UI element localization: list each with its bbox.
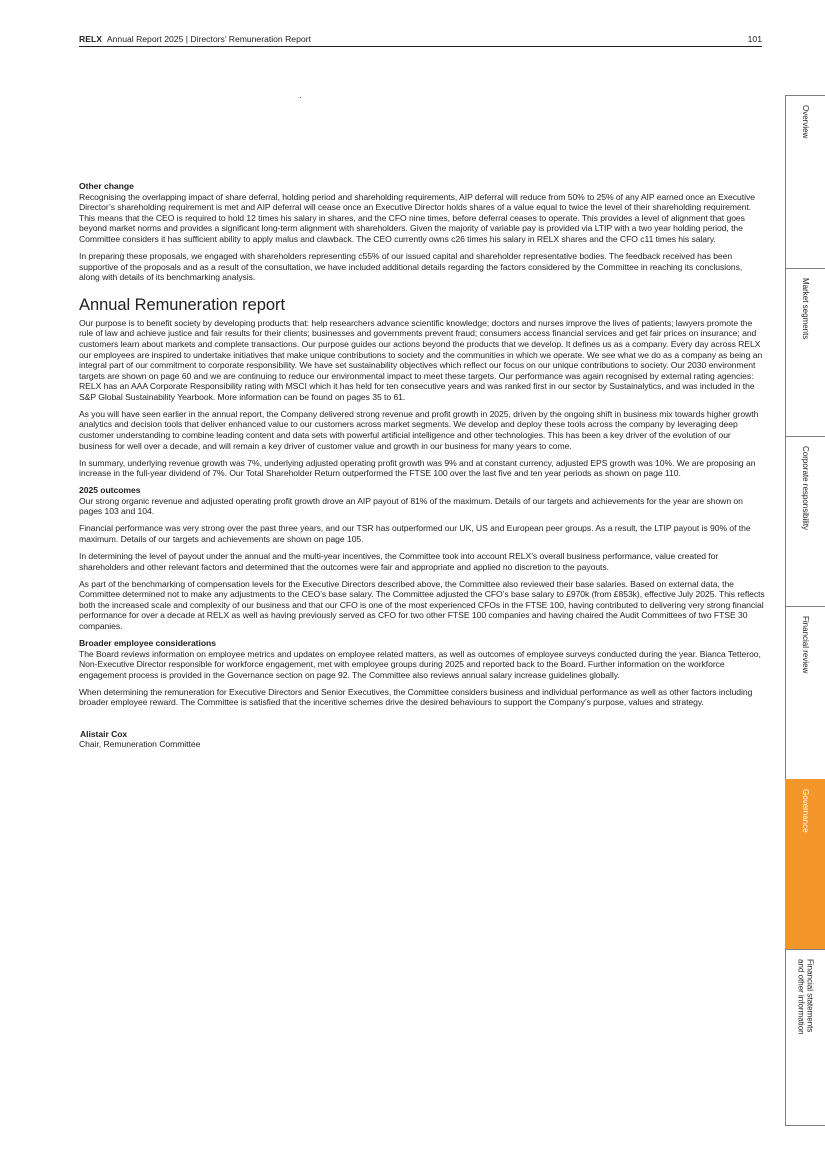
performance-paragraph: As you will have seen earlier in the annual report, the Company delivered strong revenue and profit growth in 2025, driven by the ongoing shift in business mix towards higher growth analytics and decision tools that deliver enhanced value to our customers across market segments. We develop and deploy these tools across the company by leveraging deep customer understanding to combine leading content and data sets with powerful artificial intelligence and other technologies. This has been a key driver of the evolution of our business for well over a decade, and will remain a key driver of customer value and growth in our business for many years to come. (79, 408, 759, 451)
annual-remuneration-heading: Annual Remuneration report (79, 295, 285, 314)
header-divider (79, 46, 762, 47)
tab-corporate-responsibility[interactable] (785, 436, 825, 606)
aip-outcome-paragraph: Our strong organic revenue and adjusted operating profit growth drove an AIP payout of 81% of the maximum. Details of our targets and achievements for the year are shown on pages 103 and 104. (79, 495, 743, 517)
tab-governance[interactable] (785, 779, 825, 949)
outcomes-heading: 2025 outcomes (79, 485, 141, 496)
discretion-paragraph: In determining the level of payout under the annual and the multi-year incentives, the Committee took into account RELX’s overall business performance, value created for shareholders and other relevant factors and determined that the outcomes were fair and appropriate and applied no discretion to the payouts. (79, 550, 719, 572)
tab-label: Governance (801, 789, 811, 833)
tab-financial-review[interactable] (785, 606, 825, 779)
base-salary-paragraph: As part of the benchmarking of compensation levels for the Executive Directors described above, the Committee also reviewed their base salaries. Based on external data, the Committee determined not to make any adjustments to the CEO’s base salary. The Committee adjusted the CFO’s base salary to £970k (from £853k), effective July 2025. This reflects both the increased scale and complexity of our business and that our CFO is one of the most experienced CFOs in the FTSE 100, having contributed to delivering very strong financial performance for over a decade at RELX as well as having previously served as CFO for two other FTSE 100 companies and having chaired the Audit Committees of two FTSE 30 companies. (79, 578, 765, 631)
other-change-paragraph: Recognising the overlapping impact of share deferral, holding period and shareholding requirements, AIP deferral will reduce from 50% to 25% of any AIP earned once an Executive Director’s shareholding requirement is met and AIP deferral will cease once an Executive Director holds shares of a value equal to twice the level of their shareholding requirement. This means that the CEO is required to hold 12 times his salary in shares, and the CFO nine times, before deferral ceases to operate. This provides a level of alignment that goes beyond market norms and provides a significant long-term alignment with shareholders. Given the majority of variable pay is provided via LTIP with a two year holding period, the Committee considers it has sufficient ability to apply malus and clawback. The CEO currently owns c26 times his salary in RELX shares and the CFO c11 times his salary. (79, 191, 755, 244)
tab-label: Corporate responsibility (801, 446, 811, 531)
signatory-role: Chair, Remuneration Committee (79, 739, 201, 750)
ltip-outcome-paragraph: Financial performance was very strong over the past three years, and our TSR has outperformed our UK, US and European peer groups. As a result, the LTIP payout is 90% of the maximum. Details of our targets and achievements are shown on page 105. (79, 523, 751, 544)
report-body (79, 181, 765, 750)
employee-metrics-paragraph: The Board reviews information on employee metrics and updates on employee related matters, as well as outcomes of employee surveys conducted during the year. Bianca Tetteroo, Non-Executive Director responsible for workforce engagement, met with employee groups during 2025 and reported back to the Board. Further information on the workforce engagement process is provided in the Governance section on page 92. The Committee also reviews annual salary increase guidelines globally. (79, 648, 761, 680)
tab-overview[interactable] (785, 95, 825, 268)
tab-label: Financial review (801, 616, 811, 674)
signatory-name: Alistair Cox (80, 728, 128, 739)
brand-name: RELX (79, 34, 102, 44)
other-change-heading: Other change (79, 181, 134, 191)
tab-label: Overview (801, 105, 811, 139)
tab-market-segments[interactable] (785, 268, 825, 436)
tab-financial-statements[interactable] (785, 949, 825, 1125)
consultation-paragraph: In preparing these proposals, we engaged with shareholders representing c55% of our issued capital and shareholder representative bodies. The feedback received has been supportive of the proposals and as a result of the consultation, we have included additional details regarding the factors considered by the Committee in reaching its conclusions, along with details of its benchmarking analysis. (79, 250, 743, 283)
employee-heading: Broader employee considerations (79, 637, 216, 648)
summary-paragraph: In summary, underlying revenue growth was 7%, underlying adjusted operating profit growth was 9% and at constant currency, adjusted EPS growth was 10%. We are proposing an increase in the full-year dividend of 7%. Our Total Shareholder Return outperformed the FTSE 100 over the last five and ten year periods as shown on page 110. (79, 457, 756, 479)
purpose-paragraph: Our purpose is to benefit society by developing products that: help researchers advance scientific knowledge; doctors and nurses improve the lives of patients; lawyers promote the rule of law and achieve justice and fair results for their clients; businesses and governments prevent fraud; consumers access financial services and get fair prices on insurance; and customers learn about markets and complete transactions. Our purpose guides our actions beyond the products that we develop. It defines us as a company. Every day across RELX our employees are inspired to undertake initiatives that make unique contributions to society and the communities in which we operate. We see what we do as a company as being an integral part of our commitment to corporate responsibility. We have set sustainability objectives which reflect our focus on our unique contributions to society. Our 2030 environment targets are shown on page 60 and we are continuing to reduce our environmental impact to meet these targets. Our performance was again recognised by external rating agencies: RELX has an AAA Corporate Responsibility rating with MSCI which it has held for ten consecutive years and was ranked first in our sector by Sustainalytics, and was included in the S&P Global Sustainability Yearbook. More information can be found on pages 35 to 61. (79, 317, 763, 402)
tab-label: Financial statements and other information (796, 959, 815, 1035)
employee-reward-paragraph: When determining the remuneration for Executive Directors and Senior Executives, the Committee considers business and individual performance as well as other factors including broader employee reward. The Committee is satisfied that the incentive schemes drive the desired behaviours to support the Company’s purpose, values and strategy. (79, 686, 753, 708)
page-number: 101 (747, 34, 762, 44)
tab-label: Market segments (801, 278, 811, 340)
tabs-bottom-rule (785, 1125, 825, 1126)
report-title: Annual Report 2025 | Directors’ Remuneration Report (106, 34, 311, 44)
stray-mark (300, 97, 301, 98)
page-header (79, 33, 762, 45)
signature-block (79, 729, 765, 750)
